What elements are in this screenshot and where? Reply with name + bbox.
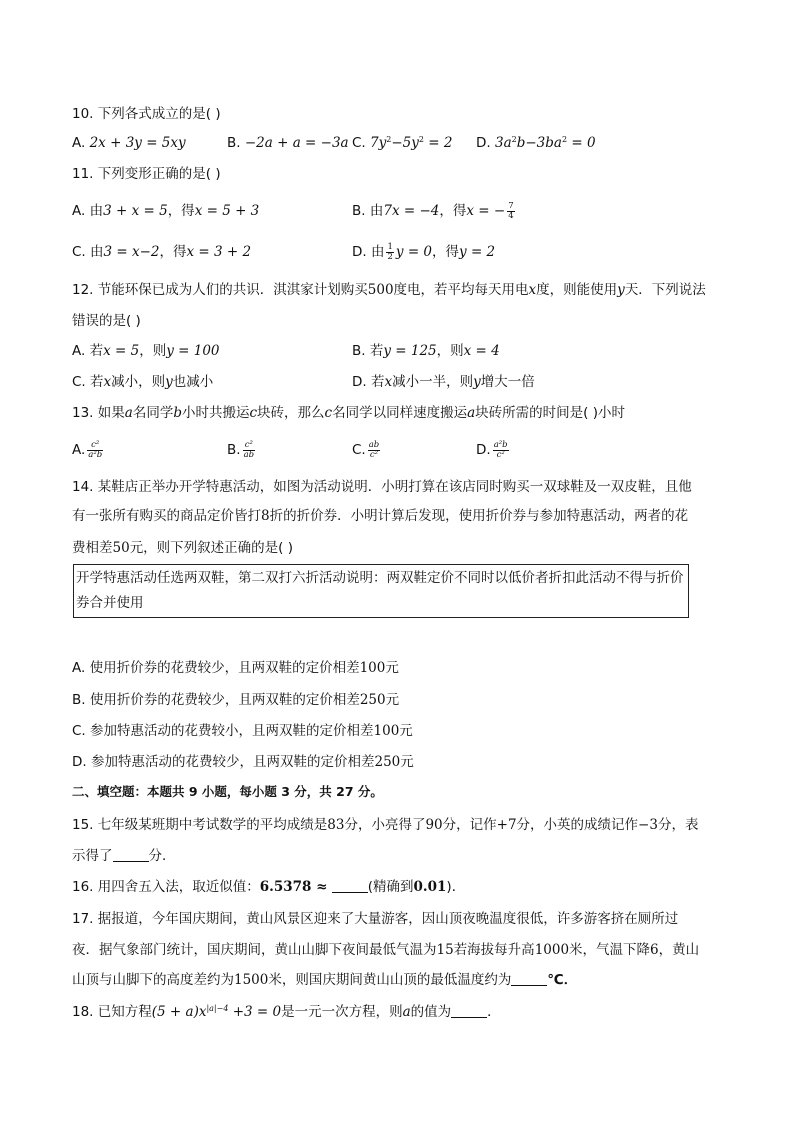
answer-blank[interactable] [451,1003,487,1018]
q13-option-b: B. $\frac{\text{c²}}{ab}$ [227,439,255,460]
q17-line3: 山顶与山脚下的高度差约为1500米，则国庆期间黄山山顶的最低温度约为 ℃． [72,972,578,988]
q10-option-d: D. $3a^2b-3ba^2 = 0$ [476,135,596,151]
fraction: $\frac{\text{c²}}{ab}$ [243,439,255,460]
q12-option-a: A. 若x = 5，则y = 100 [72,343,220,359]
answer-blank[interactable] [113,847,149,862]
q17-line2: 夜．据气象部门统计，国庆期间，黄山山脚下夜间最低气温为15若海拔每升高1000米，气温下降6，黄山 [72,942,700,958]
q15-line2: 示得了 分． [72,848,176,864]
q18-stem: 18. 已知方程$(5 + a)x^{|a|-4} +3 = 0$是一元一次方程，则a的值为 ． [72,1004,501,1020]
q14-option-b: B. 使用折价券的花费较少，且两双鞋的定价相差250元 [72,692,400,708]
q14-option-c: C. 参加特惠活动的花费较小，且两双鞋的定价相差100元 [72,723,413,739]
fraction: $\frac{1}{2}$ [387,241,393,262]
q13-option-a: A. $\frac{\text{c²}}{\text{a²b}}$ [72,439,103,460]
q15-line1: 15. 七年级某班期中考试数学的平均成绩是83分，小亮得了90分，记作+7分，小英的成绩记作−3分，表 [72,817,699,833]
q14-stem-line1: 14. 某鞋店正举办开学特惠活动，如图为活动说明．小明打算在该店同时购买一双球鞋及一双皮鞋，且他 [72,479,692,495]
q14-stem-line3: 费相差50元，则下列叙述正确的是( ) [72,540,294,556]
q13-stem: 13. 如果a名同学b小时共搬运c块砖，那么c名同学以同样速度搬运a块砖所需的时间是( )小时 [72,405,625,421]
q12-option-d: D. 若x减小一半，则y增大一倍 [352,374,535,390]
activity-notice-box: 开学特惠活动任选两双鞋，第二双打六折活动说明：两双鞋定价不同时以低价者折扣此活动不得与折价券合并使用 [73,564,689,618]
q14-option-d: D. 参加特惠活动的花费较少，且两双鞋的定价相差250元 [72,754,414,770]
q11-stem: 11. 下列变形正确的是( ) [72,166,221,182]
q10-option-a: A. 2x + 3y = 5xy [72,135,186,151]
q10-option-b: B. −2a + a = −3a [227,135,349,151]
q10-stem: 10. 下列各式成立的是( ) [72,106,221,122]
section-heading-fill-in: 二、填空题：本题共 9 小题，每小题 3 分，共 27 分。 [72,784,383,799]
q11-option-b: B. 由7x = −4，得x = − $\frac{7}{4}$ [352,200,514,221]
fraction: $\frac{\text{a²b}}{\text{c²}}$ [493,439,508,460]
q10-option-c: C. $7y^2-5y^2 = 2$ [352,135,453,151]
fraction: $\frac{ab}{\text{c²}}$ [368,439,380,460]
q11-option-c: C. 由3 = x−2，得x = 3 + 2 [72,244,252,260]
q14-stem-line2: 有一张所有购买的商品定价皆打8折的折价券．小明计算后发现，使用折价券与参加特惠活动，两者的花 [72,508,689,524]
fraction: $\frac{7}{4}$ [508,200,514,221]
q17-line1: 17. 据报道，今年国庆期间，黄山风景区迎来了大量游客，因山顶夜晚温度很低，许多游客挤在厕所过 [72,911,679,927]
q12-option-c: C. 若x减小，则y也减小 [72,374,214,390]
q13-option-d: D. $\frac{\text{a²b}}{\text{c²}}$ [476,439,508,460]
q14-option-a: A. 使用折价券的花费较少，且两双鞋的定价相差100元 [72,660,399,676]
fraction: $\frac{\text{c²}}{\text{a²b}}$ [88,439,103,460]
q16-stem: 16. 用四舍五入法，取近似值：6.5378 ≈ (精确到0.01)． [72,879,466,895]
q11-option-d: D. 由 $\frac{1}{2}$ y = 0，得y = 2 [352,241,496,262]
q13-option-c: C. $\frac{ab}{\text{c²}}$ [352,439,380,460]
q12-option-b: B. 若y = 125，则x = 4 [352,343,500,359]
answer-blank[interactable] [511,971,547,986]
answer-blank[interactable] [332,878,368,893]
q12-stem-line1: 12. 节能环保已成为人们的共识．淇淇家计划购买500度电，若平均每天用电x度，则能使用y天．下列说法 [72,282,706,298]
q11-option-a: A. 由3 + x = 5，得x = 5 + 3 [72,203,260,219]
q12-stem-line2: 错误的是( ) [72,313,141,329]
